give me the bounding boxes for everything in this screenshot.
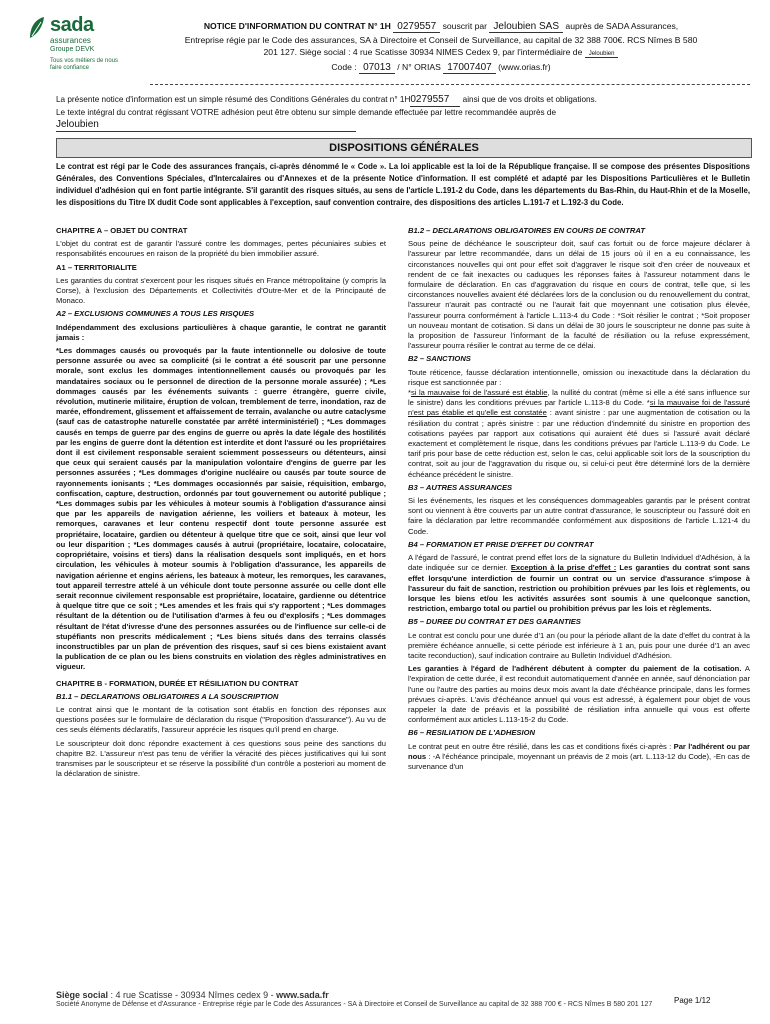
footer-website: www.sada.fr (276, 990, 329, 1000)
intro-text: La présente notice d'information est un simple résumé des Conditions Générales du contrat n° 1H (56, 95, 411, 104)
header-text: 201 127. Siège social : 4 rue Scatisse 30934 NIMES Cedex 9, par l'intermédiaire de (263, 47, 583, 57)
b5-text: A l'expiration de cette durée, il est reconduit automatiquement d'année en année, sauf dénonciation par l'une ou l'autre des parties au moins deux mois avant la date d'échéance principale, dans les formes prévues ci-après. L'avis d'échéance annuel qui vous est adressé, à également pour objet de vous rappeler la date de préavis et la possibilité de résiliation infra annuelle qui vous est offerte conformément aux articles L.113-15-2 du Code. (408, 664, 750, 725)
b1-paragraph-2: Le souscripteur doit donc répondre exactement à ces questions sous peine des sanctions du chapitre B2. L'assureur n'est pas tenu de vérifier la véracité des pièces justificatives qui lui sont transmises par le souscripteur et se réserve la possibilité d'un contrôle a posteriori au moment de la déclaration de sinistre. (56, 738, 386, 779)
footer-address (56, 990, 656, 1000)
b2-text: : avant sinistre : par une augmentation de cotisation ou la résiliation du contrat ; après sinistre : par une réduction d'indemnité du sinistre en proportion des cotisations payées par rapport aux cotisations qui auraient été dues si l'assuré avait déclaré exactement et complètement le risque, dans les conditions prévues par l'article L.113-9 du Code. Le tarif pris pour base de cette réduction est, selon le cas, celui applicable soit lors de la souscription du contrat, soit au jour de l'aggravation du risque ou, si celui-ci peut être déterminé lors de la dernière échéance précédent le sinistre. (408, 408, 750, 479)
header-line-4 (136, 61, 746, 75)
logo-line2: Groupe DEVK (50, 46, 95, 53)
a2-heading: A2 – EXCLUSIONS COMMUNES A TOUS LES RISQUES (56, 309, 255, 319)
b4-text: Les garanties du contrat sont sans effet lorsqu'une interdiction de fournir un contrat ou un service d'assurance s'impose à l'assureur du fait de sanction, restriction ou prohibition prévues par les lois et règlements, ou lorsque les biens et/ou les activités assurées sont soumis à une quelconque sanction, restriction, embargo total ou partiel ou prohibition prévus par les lois et règlements. (408, 563, 750, 614)
leaf-icon (28, 16, 46, 40)
b2-underline-2: si la mauvaise foi de l'assuré n'est pas établie et qu'elle est constatée (408, 398, 750, 418)
b6-heading: B6 – RESILIATION DE L'ADHESION (408, 728, 535, 738)
b4-exception: Exception à la prise d'effet : (510, 563, 617, 573)
header-text: (www.orias.fr) (498, 61, 551, 72)
b2-text: , la nullité du contrat (même si elle a été sans influence sur le sinistre) dans les conditions prévues par l'article L.113-8 du Code. * (408, 388, 750, 408)
page-number: Page 1/12 (674, 996, 711, 1005)
b3-paragraph: Si les événements, les risques et les conséquences dommageables garantis par le présent contrat sont ou viennent à être couverts par un autre contrat d'assurance, le souscripteur ou l'assuré doit en faire la déclaration par lettre recommandée conformément aux dispositions de l'article L.121-4 du Code. (408, 496, 750, 536)
header-line-2: Entreprise régie par le Code des assurances, SA à Directoire et Conseil de Surveillance, au capital de 32 388 700€. RCS Nîmes B 580 (184, 34, 698, 45)
b2-paragraph: Toute réticence, fausse déclaration intentionnelle, omission ou inexactitude dans la déclaration du risque est sanctionnée par : *si la mauvaise foi de l'assuré est établie, la nullité du contrat (même si elle a été sans influence sur le sinistre) dans les conditions prévues par l'article L.113-8 du Code. *si la mauvaise foi de l'assuré n'est pas établie et qu'elle est constatée : avant sinistre : par une augmentation de cotisation ou la résiliation du contrat ; après sinistre : par une réduction d'indemnité du sinistre en proportion des cotisations payées par rapport aux cotisations qui auraient été dues si l'assuré avait déclaré exactement et complètement le risque, dans les conditions prévues par l'article L.113-9 du Code. Le tarif pris pour base de cette réduction est, selon le cas, celui applicable soit lors de la souscription du contrat, soit au jour de l'aggravation du risque ou, si celui-ci peut être déterminé lors de la dernière échéance précédent le sinistre. (408, 367, 750, 479)
b12-paragraph: Sous peine de déchéance le souscripteur doit, sauf cas fortuit ou de force majeure déclarer à l'assureur par lettre recommandée, dans un délai de 15 jours où il en a eu connaissance, les circonstances nouvelles qui ont pour effet soit d'aggraver le risque soit d'en créer de nouveaux et rendent de ce fait inexactes ou caduques les réponses faites à l'assureur notamment dans le formulaire de déclaration. En cas d'aggravation du risque en cours de contrat, telle que, si les circonstances nouvelles avaient été déclarées lors de la conclusion ou du renouvellement du contrat, l'assureur n'aurait pas contracté ou ne l'aurait fait que moyennant une cotisation plus élevée, l'assureur pourra conformément à l'article L.113-4 du Code : *Soit résilier le contrat ; *Soit proposer un nouveau montant de cotisation. Si dans un délai de 30 jours le souscripteur ne donne pas suite à la proposition de l'assureur l'informant de la faculté de résiliation ou la refuse expressément, l'assureur pourra résilier le contrat au terme de ce délai. (408, 239, 750, 351)
orias-field: 17007407 (443, 62, 496, 74)
footer-siege-label: Siège social (56, 990, 109, 1000)
footer-siege: : 4 rue Scatisse - 30934 Nîmes cedex 9 - (108, 990, 277, 1000)
chapter-b-heading: CHAPITRE B - FORMATION, DURÉE ET RÉSILIATION DU CONTRAT (56, 678, 299, 688)
header-text: auprès de SADA Assurances, (565, 21, 679, 31)
logo-line1: assurances (50, 36, 91, 45)
left-column (56, 226, 386, 782)
b5-heading: B5 – DUREE DU CONTRAT ET DES GARANTIES (408, 617, 581, 627)
sada-logo (28, 14, 128, 78)
header-line-1 (136, 20, 746, 34)
b6-text: : -A l'échéance principale, moyennant un préavis de 2 mois (art. L.113-12 du Code), -En cas de survenance d'un (408, 751, 750, 771)
header-title: NOTICE D'INFORMATION DU CONTRAT N° 1H (203, 21, 391, 31)
contract-number-field: 0279557 (393, 21, 440, 33)
header-line-3 (136, 46, 746, 61)
b2-underline-1: si la mauvaise foi de l'assuré est établie (410, 388, 548, 398)
b4-heading: B4 – FORMATION ET PRISE D'EFFET DU CONTRAT (408, 539, 594, 549)
header-text: / N° ORIAS (397, 61, 441, 72)
b4-paragraph (408, 553, 750, 614)
header-text: souscrit par (442, 21, 488, 31)
b5-bold: Les garanties à l'égard de l'adhérent débutent à compter du paiement de la cotisation. (408, 664, 742, 674)
lead-paragraph: Le contrat est régi par le Code des assurances français, ci-après dénommé le « Code ». La loi applicable est la loi de la République française. Il se compose des présentes Dispositions Générales, des Conventions Spéciales, d'Intercalaires ou d'Annexes et de la présente Notice d'information. Il est complété et adapté par les Dispositions Particulières et le Bulletin individuel d'adhésion qui en font partie intégrante. S'il garantit des risques situés, au sens de l'article L.191-2 du Code, dans les départements du Bas-Rhin, du Haut-Rhin et de la Moselle, les dispositions du Titre IX dudit Code sont applicables à l'exception, sauf convention contraire, des dispositions des articles L.191-7 et L.192-3 du Code. (56, 162, 750, 207)
b5-paragraph-1: Le contrat est conclu pour une durée d'1 an (ou pour la période allant de la date d'effet du contrat à la première échéance annuelle, si cette période est inférieure à 1 an, puis pour une durée d'1 an avec tacite reconduction), sauf indication contraire au Bulletin Individuel d'Adhésion. (408, 630, 750, 660)
code-field: 07013 (359, 62, 395, 74)
intro-paragraph (56, 94, 750, 132)
page-footer (56, 990, 656, 1010)
a1-heading: A1 – TERRITORIALITE (56, 262, 137, 272)
b5-paragraph-2 (408, 664, 750, 725)
a2-body: *Les dommages causés ou provoqués par la faute intentionnelle ou dolosive de toute personne assurée ou avec sa complicité (si le contrat a été souscrit par une personne morale, sont exclus les dommages intentionnellement causés ou provoqués par les mandataires sociaux ou le personnel de direction de la personne morale assurée) ; *Les dommages causés par les événements suivants : guerre étrangère, guerre civile, révolution, mutinerie militaire, éruption de volcan, tremblement de terre, inondation, raz de marée, effondrement, glissement et affaissement de terrain, avalanche ou autre cataclysme (sauf cas de catastrophe naturelle constatée par arrêté interministériel) ; *Les dommages causés en temps de guerre par des engins de guerre ou après la date légale des hostilités par les engins de guerre dont la détention est interdite et dont l'assuré ou les propriétaires dont il est civilement responsable seraient sciemment possesseurs ou détenteurs, ainsi que ceux qui seraient causés par la manipulation volontaire d'engins de guerre par les personnes assurées ; *Les dommages d'origine nucléaire ou causés par toute source de rayonnements ionisants ; *Les dommages occasionnés par saisie, réquisition, embargo, confiscation, capture, destruction, ordonnés par tout gouvernement ou autorité publique ; *Les dommages subis par les véhicules à moteur soumis à l'obligation d'assurance ainsi que par les appareils de navigation aérienne, les voiliers et bateaux à moteur, les remorques, caravanes et leur contenu respectif dont toute personne assurée est propriétaire, locataire, gardien ou détenteur à quelque titre que ce soit, ainsi que leur vol ou leur disparition ; *Les dommages causés à autrui (propriétaire, locataire, colocataire, copropriétaire, voisins et tiers) dans la réalisation desquels sont impliqués, en et hors circulation, les véhicules à moteur soumis à l'obligation d'assurance, les appareils de navigation aérienne et engins aériens, les bateaux à moteur, les remorques, les caravanes, tout appareil terrestre attelé à un véhicule dont toute personne assurée ou celle dont elle serait reconnue civilement responsable est propriétaire, locataire, gardienne ou détentrice à quelque titre que ce soit ; *Les amendes et les frais qui s'y rapportent ; *Les dommages résultant de la détention ou de l'utilisation d'armes à feu ou d'explosifs ; *Les dommages résultant de l'état d'ivresse d'une des personnes assurées ou de l'influence sur celle-ci de stupéfiants non prescrits médicalement ; *Les biens situés dans des terrains classés inconstructibles par un plan de prévention des risques, sauf si ces biens existaient avant la publication de ce plan ou les biens construits en violation des règles administratives en vigueur. (56, 346, 386, 672)
a2-intro: Indépendamment des exclusions particulières à chaque garantie, le contrat ne garantit jamais : (56, 322, 386, 342)
intro-text: ainsi que de vos droits et obligations. (462, 95, 597, 104)
b2-text: Toute réticence, fausse déclaration intentionnelle, omission ou inexactitude dans la déclaration du risque est sanctionnée par : (408, 367, 750, 387)
souscripteur-field: Jeloubien SAS (489, 21, 563, 33)
header-divider (150, 84, 750, 85)
b4-text: A l'égard de l'assuré, le contrat prend effet lors de la signature du Bulletin Individuel d'Adhésion, à la date indiquée sur ce dernier. (408, 553, 750, 573)
notice-header (136, 20, 746, 74)
logo-brand: sada (50, 14, 94, 36)
b12-heading: B1.2 – DECLARATIONS OBLIGATOIRES EN COURS DE CONTRAT (408, 226, 645, 235)
section-banner: DISPOSITIONS GÉNÉRALES (56, 138, 752, 158)
chapter-a-heading: CHAPITRE A – OBJET DU CONTRAT (56, 226, 188, 235)
intro-contract-number: 0279557 (410, 94, 460, 107)
header-text: Code : (331, 61, 357, 72)
b6-bold: Par l'adhérent ou par nous (408, 741, 750, 761)
b6-text: Le contrat peut en outre être résilié, dans les cas et conditions fixés ci-après : (408, 741, 674, 751)
intermediaire-field: Jeloubien (585, 51, 619, 58)
b1-paragraph-1: Le contrat ainsi que le montant de la cotisation sont établis en fonction des réponses aux questions posées sur le formulaire de déclaration du risque ("Proposition d'assurance"). Au vu de ces seuls éléments déclaratifs, l'assureur apprécie les risques qu'il prend en charge. (56, 704, 386, 735)
a1-paragraph: Les garanties du contrat s'exercent pour les risques situés en France métropolitaine (y compris la Corse), à l'exclusion des Départements et Collectivités d'Outre-Mer et de la Principauté de Monaco. (56, 275, 386, 306)
b2-heading: B2 – SANCTIONS (408, 354, 471, 364)
b1-heading: B1.1 – DECLARATIONS OBLIGATOIRES A LA SOUSCRIPTION (56, 691, 279, 701)
right-column (408, 226, 750, 775)
b3-heading: B3 – AUTRES ASSURANCES (408, 482, 513, 492)
objet-paragraph: L'objet du contrat est de garantir l'assuré contre les dommages, pertes pécuniaires subies et responsabilités encourues en raison de la propriété du bien immobilier assuré. (56, 239, 386, 259)
intro-name-field: Jeloubien (56, 119, 356, 132)
footer-legal: Société Anonyme de Défense et d'Assurance - Entreprise régie par le Code des Assurances - SA à Directoire et Conseil de Surveillance au capital de 32 388 700 € - RCS Nîmes B 580 201 127 (56, 1001, 653, 1008)
b6-paragraph (408, 742, 750, 773)
logo-tagline: Tous vos métiers de nous faire confiance (50, 58, 119, 71)
intro-text: Le texte intégral du contrat régissant VOTRE adhésion peut être obtenu sur simple demande effectuée par lettre recommandée auprès de (56, 108, 557, 117)
